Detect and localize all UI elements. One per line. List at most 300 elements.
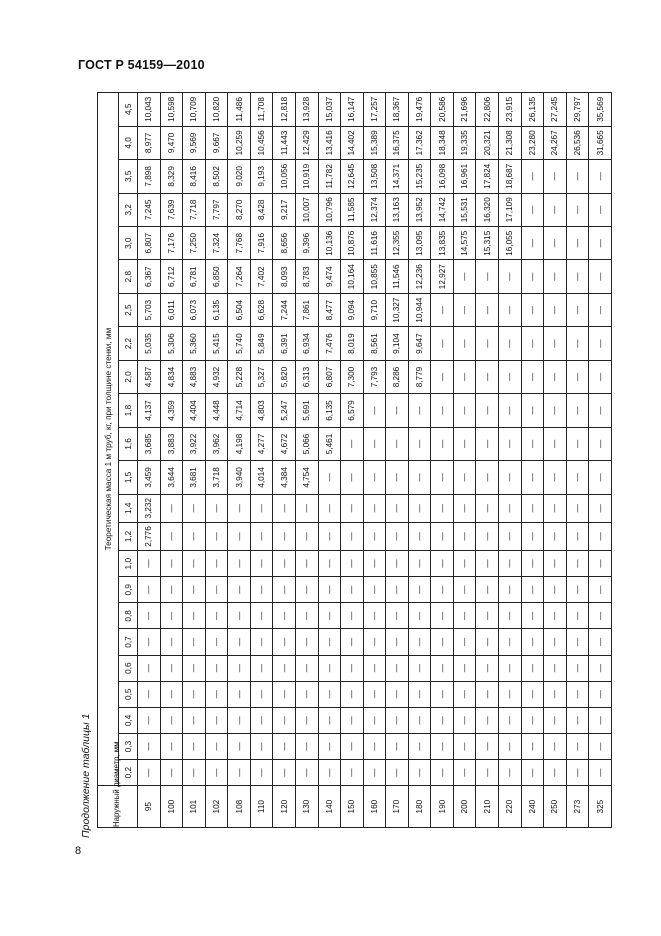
document-header: ГОСТ Р 54159—2010 bbox=[78, 58, 205, 72]
thickness-header: 1,4 bbox=[119, 494, 138, 522]
mass-cell: — bbox=[250, 733, 273, 759]
mass-cell: 11,782 bbox=[318, 160, 341, 193]
mass-cell: — bbox=[386, 629, 409, 655]
mass-cell: — bbox=[453, 629, 476, 655]
mass-cell: — bbox=[566, 494, 589, 522]
mass-cell: 8,783 bbox=[295, 260, 318, 293]
mass-cell: — bbox=[589, 193, 612, 226]
mass-cell: 8,093 bbox=[273, 260, 296, 293]
mass-cell: 18,687 bbox=[499, 160, 522, 193]
mass-cell: 13,508 bbox=[363, 160, 386, 193]
mass-cell: — bbox=[476, 360, 499, 393]
mass-cell: 8,019 bbox=[341, 327, 364, 360]
mass-cell: 10,944 bbox=[408, 293, 431, 326]
mass-cell: — bbox=[499, 461, 522, 494]
mass-cell: 3,940 bbox=[228, 461, 251, 494]
mass-cell: — bbox=[453, 260, 476, 293]
mass-cell: 10,164 bbox=[341, 260, 364, 293]
mass-cell: 12,355 bbox=[386, 227, 409, 260]
mass-cell: — bbox=[521, 360, 544, 393]
mass-cell: — bbox=[273, 760, 296, 786]
mass-cell: — bbox=[453, 681, 476, 707]
mass-cell: 16,375 bbox=[386, 126, 409, 159]
mass-cell: — bbox=[431, 360, 454, 393]
mass-cell: 19,335 bbox=[453, 126, 476, 159]
mass-cell: — bbox=[318, 681, 341, 707]
mass-cell: — bbox=[183, 629, 206, 655]
mass-cell: — bbox=[589, 293, 612, 326]
mass-cell: — bbox=[318, 629, 341, 655]
mass-cell: 18,367 bbox=[386, 93, 409, 127]
thickness-header: 0,7 bbox=[119, 629, 138, 655]
mass-cell: — bbox=[544, 327, 567, 360]
mass-cell: 4,803 bbox=[250, 394, 273, 427]
mass-cell: — bbox=[431, 760, 454, 786]
mass-cell: — bbox=[363, 494, 386, 522]
mass-cell: — bbox=[138, 733, 161, 759]
mass-cell: — bbox=[566, 394, 589, 427]
diameter-cell: 273 bbox=[566, 786, 589, 828]
mass-cell: 17,109 bbox=[499, 193, 522, 226]
mass-cell: — bbox=[566, 551, 589, 577]
mass-cell: — bbox=[499, 327, 522, 360]
thickness-header: 3,5 bbox=[119, 160, 138, 193]
mass-cell: 16,055 bbox=[499, 227, 522, 260]
mass-cell: — bbox=[138, 629, 161, 655]
mass-cell: 8,477 bbox=[318, 293, 341, 326]
mass-cell: — bbox=[273, 629, 296, 655]
mass-cell: — bbox=[476, 293, 499, 326]
mass-cell: — bbox=[431, 733, 454, 759]
mass-cell: — bbox=[544, 733, 567, 759]
mass-table bbox=[97, 92, 612, 828]
diameter-cell: 210 bbox=[476, 786, 499, 828]
mass-cell: 15,531 bbox=[453, 193, 476, 226]
mass-cell: 16,098 bbox=[431, 160, 454, 193]
mass-cell: — bbox=[453, 394, 476, 427]
mass-cell: — bbox=[408, 681, 431, 707]
mass-cell: — bbox=[566, 227, 589, 260]
rotated-table-container bbox=[97, 92, 612, 828]
diameter-cell: 160 bbox=[363, 786, 386, 828]
diameter-cell: 150 bbox=[341, 786, 364, 828]
mass-cell: — bbox=[363, 733, 386, 759]
mass-cell: — bbox=[273, 733, 296, 759]
diameter-cell: 240 bbox=[521, 786, 544, 828]
mass-cell: — bbox=[363, 760, 386, 786]
mass-cell: 13,095 bbox=[408, 227, 431, 260]
mass-cell: — bbox=[273, 603, 296, 629]
mass-cell: — bbox=[250, 603, 273, 629]
mass-cell: — bbox=[476, 681, 499, 707]
mass-cell: — bbox=[499, 655, 522, 681]
mass-cell: — bbox=[138, 681, 161, 707]
mass-cell: 3,883 bbox=[160, 427, 183, 460]
thickness-header: 1,2 bbox=[119, 522, 138, 550]
mass-cell: 8,561 bbox=[363, 327, 386, 360]
thickness-header: 0,6 bbox=[119, 655, 138, 681]
mass-cell: 7,324 bbox=[205, 227, 228, 260]
mass-cell: 7,916 bbox=[250, 227, 273, 260]
mass-cell: — bbox=[499, 360, 522, 393]
mass-cell: — bbox=[273, 522, 296, 550]
mass-cell: 9,710 bbox=[363, 293, 386, 326]
mass-cell: 23,280 bbox=[521, 126, 544, 159]
mass-cell: — bbox=[589, 551, 612, 577]
mass-cell: — bbox=[408, 394, 431, 427]
mass-cell: — bbox=[363, 394, 386, 427]
mass-cell: — bbox=[566, 681, 589, 707]
mass-cell: 26,135 bbox=[521, 93, 544, 127]
table-row bbox=[273, 93, 296, 828]
diameter-cell: 220 bbox=[499, 786, 522, 828]
mass-cell: — bbox=[589, 707, 612, 733]
table-row bbox=[408, 93, 431, 828]
mass-cell: 22,806 bbox=[476, 93, 499, 127]
mass-cell: — bbox=[476, 707, 499, 733]
mass-cell: 29,797 bbox=[566, 93, 589, 127]
mass-cell: 21,308 bbox=[499, 126, 522, 159]
mass-cell: 17,257 bbox=[363, 93, 386, 127]
mass-cell: — bbox=[273, 655, 296, 681]
mass-cell: — bbox=[386, 394, 409, 427]
mass-cell: — bbox=[589, 260, 612, 293]
mass-cell: 8,270 bbox=[228, 193, 251, 226]
mass-cell: — bbox=[476, 655, 499, 681]
mass-cell: — bbox=[453, 327, 476, 360]
mass-cell: — bbox=[453, 494, 476, 522]
mass-cell: — bbox=[408, 427, 431, 460]
mass-cell: — bbox=[228, 629, 251, 655]
mass-cell: 13,928 bbox=[295, 93, 318, 127]
mass-cell: 5,849 bbox=[250, 327, 273, 360]
mass-cell: — bbox=[408, 551, 431, 577]
thickness-header: 1,8 bbox=[119, 394, 138, 427]
mass-cell: — bbox=[544, 681, 567, 707]
mass-cell: — bbox=[521, 707, 544, 733]
mass-cell: — bbox=[499, 733, 522, 759]
mass-cell: — bbox=[160, 603, 183, 629]
mass-cell: 4,587 bbox=[138, 360, 161, 393]
mass-cell: — bbox=[544, 551, 567, 577]
mass-cell: 20,321 bbox=[476, 126, 499, 159]
mass-cell: 10,796 bbox=[318, 193, 341, 226]
mass-cell: — bbox=[476, 603, 499, 629]
mass-cell: 4,359 bbox=[160, 394, 183, 427]
mass-cell: 4,198 bbox=[228, 427, 251, 460]
mass-cell: 8,428 bbox=[250, 193, 273, 226]
mass-cell: 4,714 bbox=[228, 394, 251, 427]
mass-cell: 17,824 bbox=[476, 160, 499, 193]
mass-cell: 23,915 bbox=[499, 93, 522, 127]
mass-cell: 4,883 bbox=[183, 360, 206, 393]
mass-cell: 6,850 bbox=[205, 260, 228, 293]
mass-cell: 3,459 bbox=[138, 461, 161, 494]
mass-cell: 10,709 bbox=[183, 93, 206, 127]
mass-cell: 7,793 bbox=[363, 360, 386, 393]
mass-cell: — bbox=[205, 681, 228, 707]
mass-cell: — bbox=[566, 577, 589, 603]
mass-cell: 12,818 bbox=[273, 93, 296, 127]
diameter-cell: 130 bbox=[295, 786, 318, 828]
mass-cell: 5,691 bbox=[295, 394, 318, 427]
mass-cell: 5,228 bbox=[228, 360, 251, 393]
mass-cell: — bbox=[183, 603, 206, 629]
mass-cell: — bbox=[521, 760, 544, 786]
mass-cell: — bbox=[521, 293, 544, 326]
mass-cell: 8,286 bbox=[386, 360, 409, 393]
mass-cell: 20,586 bbox=[431, 93, 454, 127]
thickness-header: 0,2 bbox=[119, 760, 138, 786]
mass-cell: — bbox=[521, 577, 544, 603]
mass-cell: — bbox=[363, 681, 386, 707]
mass-cell: — bbox=[544, 394, 567, 427]
mass-cell: 5,703 bbox=[138, 293, 161, 326]
mass-cell: — bbox=[295, 522, 318, 550]
diameter-cell: 120 bbox=[273, 786, 296, 828]
mass-cell: — bbox=[521, 733, 544, 759]
table-body bbox=[138, 93, 612, 828]
table-row bbox=[476, 93, 499, 828]
mass-cell: — bbox=[566, 327, 589, 360]
diameter-cell: 325 bbox=[589, 786, 612, 828]
mass-cell: 6,073 bbox=[183, 293, 206, 326]
mass-cell: 19,476 bbox=[408, 93, 431, 127]
mass-cell: — bbox=[205, 603, 228, 629]
mass-cell: — bbox=[318, 603, 341, 629]
mass-cell: — bbox=[521, 551, 544, 577]
mass-cell: — bbox=[138, 707, 161, 733]
table-row bbox=[566, 93, 589, 828]
mass-cell: — bbox=[453, 461, 476, 494]
mass-cell: — bbox=[544, 193, 567, 226]
mass-cell: 4,277 bbox=[250, 427, 273, 460]
mass-cell: 10,327 bbox=[386, 293, 409, 326]
mass-cell: — bbox=[228, 707, 251, 733]
mass-cell: — bbox=[160, 681, 183, 707]
thickness-header: 2,8 bbox=[119, 260, 138, 293]
mass-cell: — bbox=[318, 707, 341, 733]
mass-cell: — bbox=[318, 551, 341, 577]
mass-cell: — bbox=[386, 522, 409, 550]
mass-cell: 35,569 bbox=[589, 93, 612, 127]
mass-cell: — bbox=[476, 733, 499, 759]
mass-cell: — bbox=[521, 160, 544, 193]
mass-cell: — bbox=[476, 427, 499, 460]
mass-cell: 10,598 bbox=[160, 93, 183, 127]
mass-cell: — bbox=[273, 707, 296, 733]
mass-cell: — bbox=[431, 461, 454, 494]
mass-cell: — bbox=[318, 577, 341, 603]
thickness-header: 0,4 bbox=[119, 707, 138, 733]
mass-cell: — bbox=[408, 733, 431, 759]
mass-cell: 21,696 bbox=[453, 93, 476, 127]
mass-cell: — bbox=[341, 603, 364, 629]
mass-cell: — bbox=[138, 760, 161, 786]
mass-cell: — bbox=[160, 707, 183, 733]
mass-cell: — bbox=[273, 494, 296, 522]
mass-cell: — bbox=[589, 394, 612, 427]
diameter-cell: 102 bbox=[205, 786, 228, 828]
mass-cell: 5,247 bbox=[273, 394, 296, 427]
mass-cell: 4,932 bbox=[205, 360, 228, 393]
mass-cell: — bbox=[431, 327, 454, 360]
mass-cell: 7,861 bbox=[295, 293, 318, 326]
mass-cell: 5,415 bbox=[205, 327, 228, 360]
mass-cell: — bbox=[453, 293, 476, 326]
mass-cell: — bbox=[341, 577, 364, 603]
mass-cell: 16,961 bbox=[453, 160, 476, 193]
table-row bbox=[341, 93, 364, 828]
mass-cell: 14,371 bbox=[386, 160, 409, 193]
mass-cell: 14,742 bbox=[431, 193, 454, 226]
mass-cell: 7,300 bbox=[341, 360, 364, 393]
mass-cell: — bbox=[138, 655, 161, 681]
mass-cell: 7,797 bbox=[205, 193, 228, 226]
mass-cell: — bbox=[341, 681, 364, 707]
mass-cell: — bbox=[318, 522, 341, 550]
mass-cell: 3,644 bbox=[160, 461, 183, 494]
mass-cell: — bbox=[386, 707, 409, 733]
diameter-cell: 101 bbox=[183, 786, 206, 828]
mass-cell: 9,094 bbox=[341, 293, 364, 326]
mass-cell: — bbox=[499, 522, 522, 550]
thickness-header: 1,6 bbox=[119, 427, 138, 460]
mass-cell: 15,389 bbox=[363, 126, 386, 159]
mass-cell: — bbox=[521, 193, 544, 226]
thickness-header: 3,0 bbox=[119, 227, 138, 260]
table-row bbox=[386, 93, 409, 828]
mass-cell: 7,768 bbox=[228, 227, 251, 260]
mass-cell: — bbox=[295, 603, 318, 629]
mass-cell: — bbox=[183, 522, 206, 550]
mass-cell: — bbox=[250, 760, 273, 786]
mass-cell: — bbox=[295, 655, 318, 681]
mass-cell: — bbox=[205, 551, 228, 577]
mass-cell: 6,579 bbox=[341, 394, 364, 427]
mass-cell: 5,066 bbox=[295, 427, 318, 460]
mass-cell: — bbox=[228, 681, 251, 707]
mass-cell: — bbox=[408, 760, 431, 786]
mass-cell: — bbox=[589, 655, 612, 681]
mass-cell: — bbox=[250, 494, 273, 522]
mass-cell: — bbox=[386, 681, 409, 707]
mass-cell: — bbox=[160, 494, 183, 522]
mass-cell: 8,416 bbox=[183, 160, 206, 193]
mass-cell: 10,820 bbox=[205, 93, 228, 127]
mass-cell: — bbox=[363, 551, 386, 577]
mass-cell: — bbox=[386, 551, 409, 577]
table-row bbox=[205, 93, 228, 828]
mass-cell: — bbox=[453, 707, 476, 733]
mass-cell: — bbox=[205, 494, 228, 522]
mass-cell: — bbox=[295, 681, 318, 707]
mass-cell: — bbox=[250, 551, 273, 577]
mass-cell: 7,639 bbox=[160, 193, 183, 226]
mass-cell: — bbox=[431, 681, 454, 707]
mass-cell: 15,235 bbox=[408, 160, 431, 193]
mass-cell: — bbox=[318, 494, 341, 522]
mass-cell: — bbox=[589, 733, 612, 759]
mass-cell: 11,486 bbox=[228, 93, 251, 127]
mass-cell: — bbox=[499, 681, 522, 707]
mass-cell: — bbox=[476, 577, 499, 603]
mass-cell: — bbox=[566, 522, 589, 550]
mass-cell: 10,855 bbox=[363, 260, 386, 293]
mass-cell: 5,306 bbox=[160, 327, 183, 360]
mass-cell: — bbox=[318, 655, 341, 681]
mass-cell: — bbox=[228, 494, 251, 522]
thickness-header: 1,5 bbox=[119, 461, 138, 494]
mass-cell: — bbox=[408, 655, 431, 681]
mass-cell: — bbox=[408, 494, 431, 522]
mass-cell: — bbox=[521, 681, 544, 707]
mass-cell: — bbox=[341, 461, 364, 494]
mass-cell: — bbox=[318, 733, 341, 759]
mass-cell: — bbox=[431, 522, 454, 550]
mass-cell: 12,645 bbox=[341, 160, 364, 193]
mass-cell: — bbox=[341, 629, 364, 655]
mass-cell: — bbox=[589, 629, 612, 655]
mass-cell: — bbox=[544, 603, 567, 629]
mass-cell: — bbox=[589, 522, 612, 550]
mass-cell: 9,647 bbox=[408, 327, 431, 360]
mass-cell: — bbox=[544, 227, 567, 260]
mass-cell: — bbox=[499, 394, 522, 427]
mass-cell: — bbox=[589, 227, 612, 260]
mass-cell: — bbox=[183, 551, 206, 577]
mass-cell: 9,470 bbox=[160, 126, 183, 159]
table-header-row bbox=[98, 93, 119, 828]
mass-cell: 4,754 bbox=[295, 461, 318, 494]
mass-cell: — bbox=[589, 461, 612, 494]
mass-cell: 24,267 bbox=[544, 126, 567, 159]
mass-cell: — bbox=[205, 629, 228, 655]
mass-cell: — bbox=[566, 293, 589, 326]
mass-cell: — bbox=[273, 551, 296, 577]
mass-cell: 13,952 bbox=[408, 193, 431, 226]
mass-cell: 4,404 bbox=[183, 394, 206, 427]
mass-cell: — bbox=[521, 461, 544, 494]
mass-cell: 7,176 bbox=[160, 227, 183, 260]
mass-cell: — bbox=[273, 577, 296, 603]
mass-cell: 9,569 bbox=[183, 126, 206, 159]
mass-cell: — bbox=[544, 760, 567, 786]
table-row bbox=[183, 93, 206, 828]
mass-cell: — bbox=[431, 293, 454, 326]
mass-cell: — bbox=[521, 494, 544, 522]
mass-cell: — bbox=[431, 629, 454, 655]
mass-cell: — bbox=[589, 427, 612, 460]
mass-cell: — bbox=[386, 577, 409, 603]
mass-cell: — bbox=[363, 603, 386, 629]
thickness-header: 2,2 bbox=[119, 327, 138, 360]
mass-cell: — bbox=[250, 629, 273, 655]
mass-cell: 7,476 bbox=[318, 327, 341, 360]
table-row bbox=[499, 93, 522, 828]
thickness-header: 2,5 bbox=[119, 293, 138, 326]
diameter-header: Наружный диаметр, мм bbox=[98, 786, 138, 828]
mass-cell: — bbox=[228, 577, 251, 603]
mass-cell: — bbox=[521, 394, 544, 427]
mass-cell: — bbox=[228, 733, 251, 759]
mass-cell: — bbox=[453, 427, 476, 460]
mass-cell: — bbox=[453, 603, 476, 629]
mass-cell: — bbox=[183, 681, 206, 707]
table-row bbox=[363, 93, 386, 828]
page-number: 8 bbox=[75, 845, 82, 857]
mass-cell: 6,781 bbox=[183, 260, 206, 293]
